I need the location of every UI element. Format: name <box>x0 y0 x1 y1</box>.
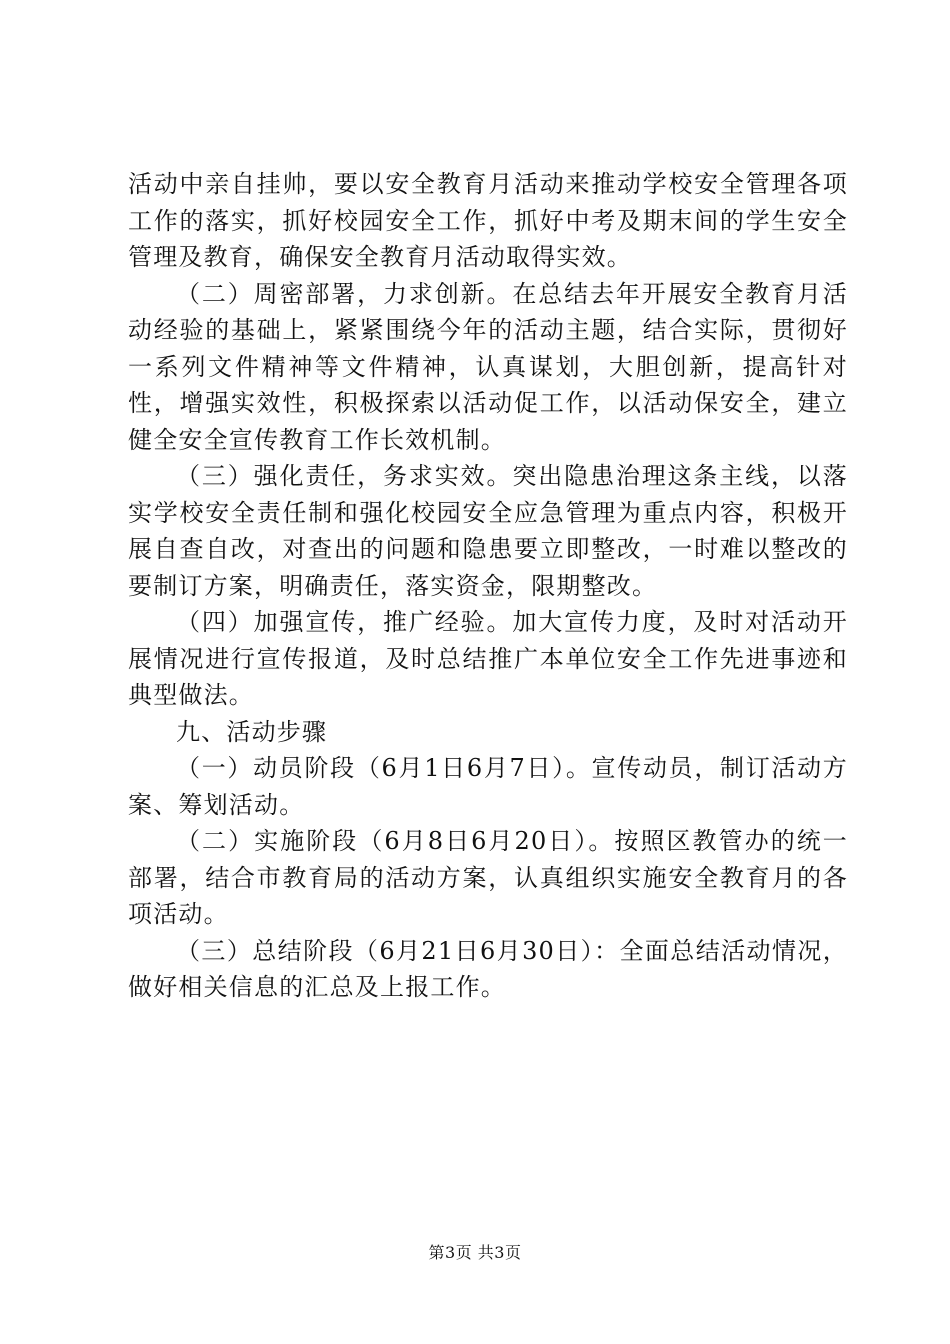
page-number-footer: 第3页 共3页 <box>428 1243 522 1262</box>
paragraph-step-2: （二）实施阶段（6月8日6月20日）。按照区教管办的统一部署，结合市教育局的活动方案，认真组织实施安全教育月的各项活动。 <box>128 827 848 928</box>
paragraph-4: （四）加强宣传，推广经验。加大宣传力度，及时对活动开展情况进行宣传报道，及时总结推广本单位安全工作先进事迹和典型做法。 <box>128 608 848 709</box>
document-body <box>128 166 848 1006</box>
paragraph-2: （二）周密部署，力求创新。在总结去年开展安全教育月活动经验的基础上，紧紧围绕今年的活动主题，结合实际，贯彻好一系列文件精神等文件精神，认真谋划，大胆创新，提高针对性，增强实效性，积极探索以活动促工作，以活动保安全，建立健全安全宣传教育工作长效机制。 <box>128 279 848 454</box>
section-heading-activity-steps: 九、活动步骤 <box>176 717 328 746</box>
paragraph-step-3: （三）总结阶段（6月21日6月30日）：全面总结活动情况，做好相关信息的汇总及上报工作。 <box>128 936 848 1001</box>
paragraph-3: （三）强化责任，务求实效。突出隐患治理这条主线，以落实学校安全责任制和强化校园安全应急管理为重点内容，积极开展自查自改，对查出的问题和隐患要立即整改，一时难以整改的要制订方案，明确责任，落实资金，限期整改。 <box>128 462 848 600</box>
paragraph-step-1: （一）动员阶段（6月1日6月7日）。宣传动员，制订活动方案、筹划活动。 <box>128 754 848 819</box>
paragraph-1: 活动中亲自挂帅，要以安全教育月活动来推动学校安全管理各项工作的落实，抓好校园安全工作，抓好中考及期末间的学生安全管理及教育，确保安全教育月活动取得实效。 <box>128 170 848 271</box>
